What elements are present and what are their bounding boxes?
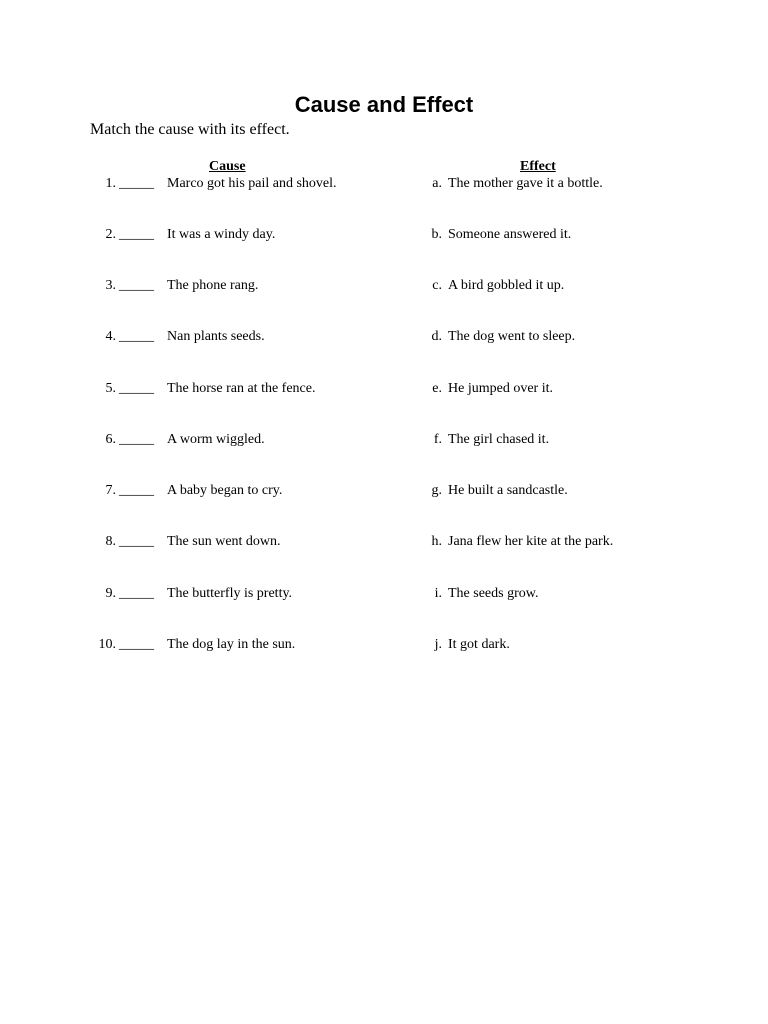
answer-blank[interactable]: _____: [119, 176, 154, 191]
effect-letter: b.: [431, 227, 442, 242]
effect-text: Jana flew her kite at the park.: [448, 534, 614, 549]
item-number: 4.: [105, 329, 116, 344]
cause-text: A worm wiggled.: [167, 432, 265, 447]
effect-text: Someone answered it.: [448, 227, 572, 242]
cause-text: It was a windy day.: [167, 227, 276, 242]
cause-text: The sun went down.: [167, 534, 281, 549]
answer-blank[interactable]: _____: [119, 329, 154, 344]
item-number: 1.: [105, 176, 116, 191]
matching-row: [0, 174, 768, 194]
answer-blank[interactable]: _____: [119, 586, 154, 601]
matching-row: [0, 379, 768, 399]
answer-blank[interactable]: _____: [119, 432, 154, 447]
effect-letter: f.: [433, 432, 442, 447]
cause-text: The dog lay in the sun.: [167, 637, 296, 652]
effect-letter: h.: [431, 534, 442, 549]
answer-blank[interactable]: _____: [119, 483, 154, 498]
effect-letter: g.: [431, 483, 442, 498]
item-number: 6.: [105, 432, 116, 447]
effect-text: The girl chased it.: [448, 432, 550, 447]
page-title: Cause and Effect: [294, 92, 474, 117]
cause-text: Marco got his pail and shovel.: [167, 176, 337, 191]
item-number: 10.: [98, 637, 116, 652]
matching-row: [0, 276, 768, 296]
matching-row: [0, 584, 768, 604]
cause-text: The horse ran at the fence.: [167, 381, 316, 396]
matching-row: [0, 532, 768, 552]
instructions: Match the cause with its effect.: [90, 121, 290, 138]
item-number: 5.: [105, 381, 116, 396]
effect-column-heading: Effect: [520, 159, 556, 174]
cause-text: A baby began to cry.: [167, 483, 283, 498]
cause-text: The butterfly is pretty.: [167, 586, 293, 601]
effect-letter: j.: [434, 637, 442, 652]
effect-text: The mother gave it a bottle.: [448, 176, 603, 191]
effect-letter: d.: [431, 329, 442, 344]
answer-blank[interactable]: _____: [119, 381, 154, 396]
matching-row: [0, 481, 768, 501]
effect-letter: c.: [432, 278, 442, 293]
answer-blank[interactable]: _____: [119, 278, 154, 293]
effect-text: He jumped over it.: [448, 381, 553, 396]
answer-blank[interactable]: _____: [119, 534, 154, 549]
cause-column-heading: Cause: [209, 159, 246, 174]
effect-text: The dog went to sleep.: [448, 329, 576, 344]
item-number: 3.: [105, 278, 116, 293]
item-number: 7.: [105, 483, 116, 498]
matching-row: [0, 430, 768, 450]
answer-blank[interactable]: _____: [119, 637, 154, 652]
cause-text: Nan plants seeds.: [167, 329, 265, 344]
matching-row: [0, 635, 768, 655]
answer-blank[interactable]: _____: [119, 227, 154, 242]
matching-row: [0, 225, 768, 245]
effect-text: A bird gobbled it up.: [448, 278, 565, 293]
effect-letter: e.: [432, 381, 442, 396]
effect-letter: i.: [434, 586, 442, 601]
effect-text: He built a sandcastle.: [448, 483, 568, 498]
cause-text: The phone rang.: [167, 278, 259, 293]
item-number: 2.: [105, 227, 116, 242]
effect-text: The seeds grow.: [448, 586, 539, 601]
effect-letter: a.: [432, 176, 442, 191]
effect-text: It got dark.: [448, 637, 510, 652]
item-number: 9.: [105, 586, 116, 601]
matching-row: [0, 327, 768, 347]
item-number: 8.: [105, 534, 116, 549]
